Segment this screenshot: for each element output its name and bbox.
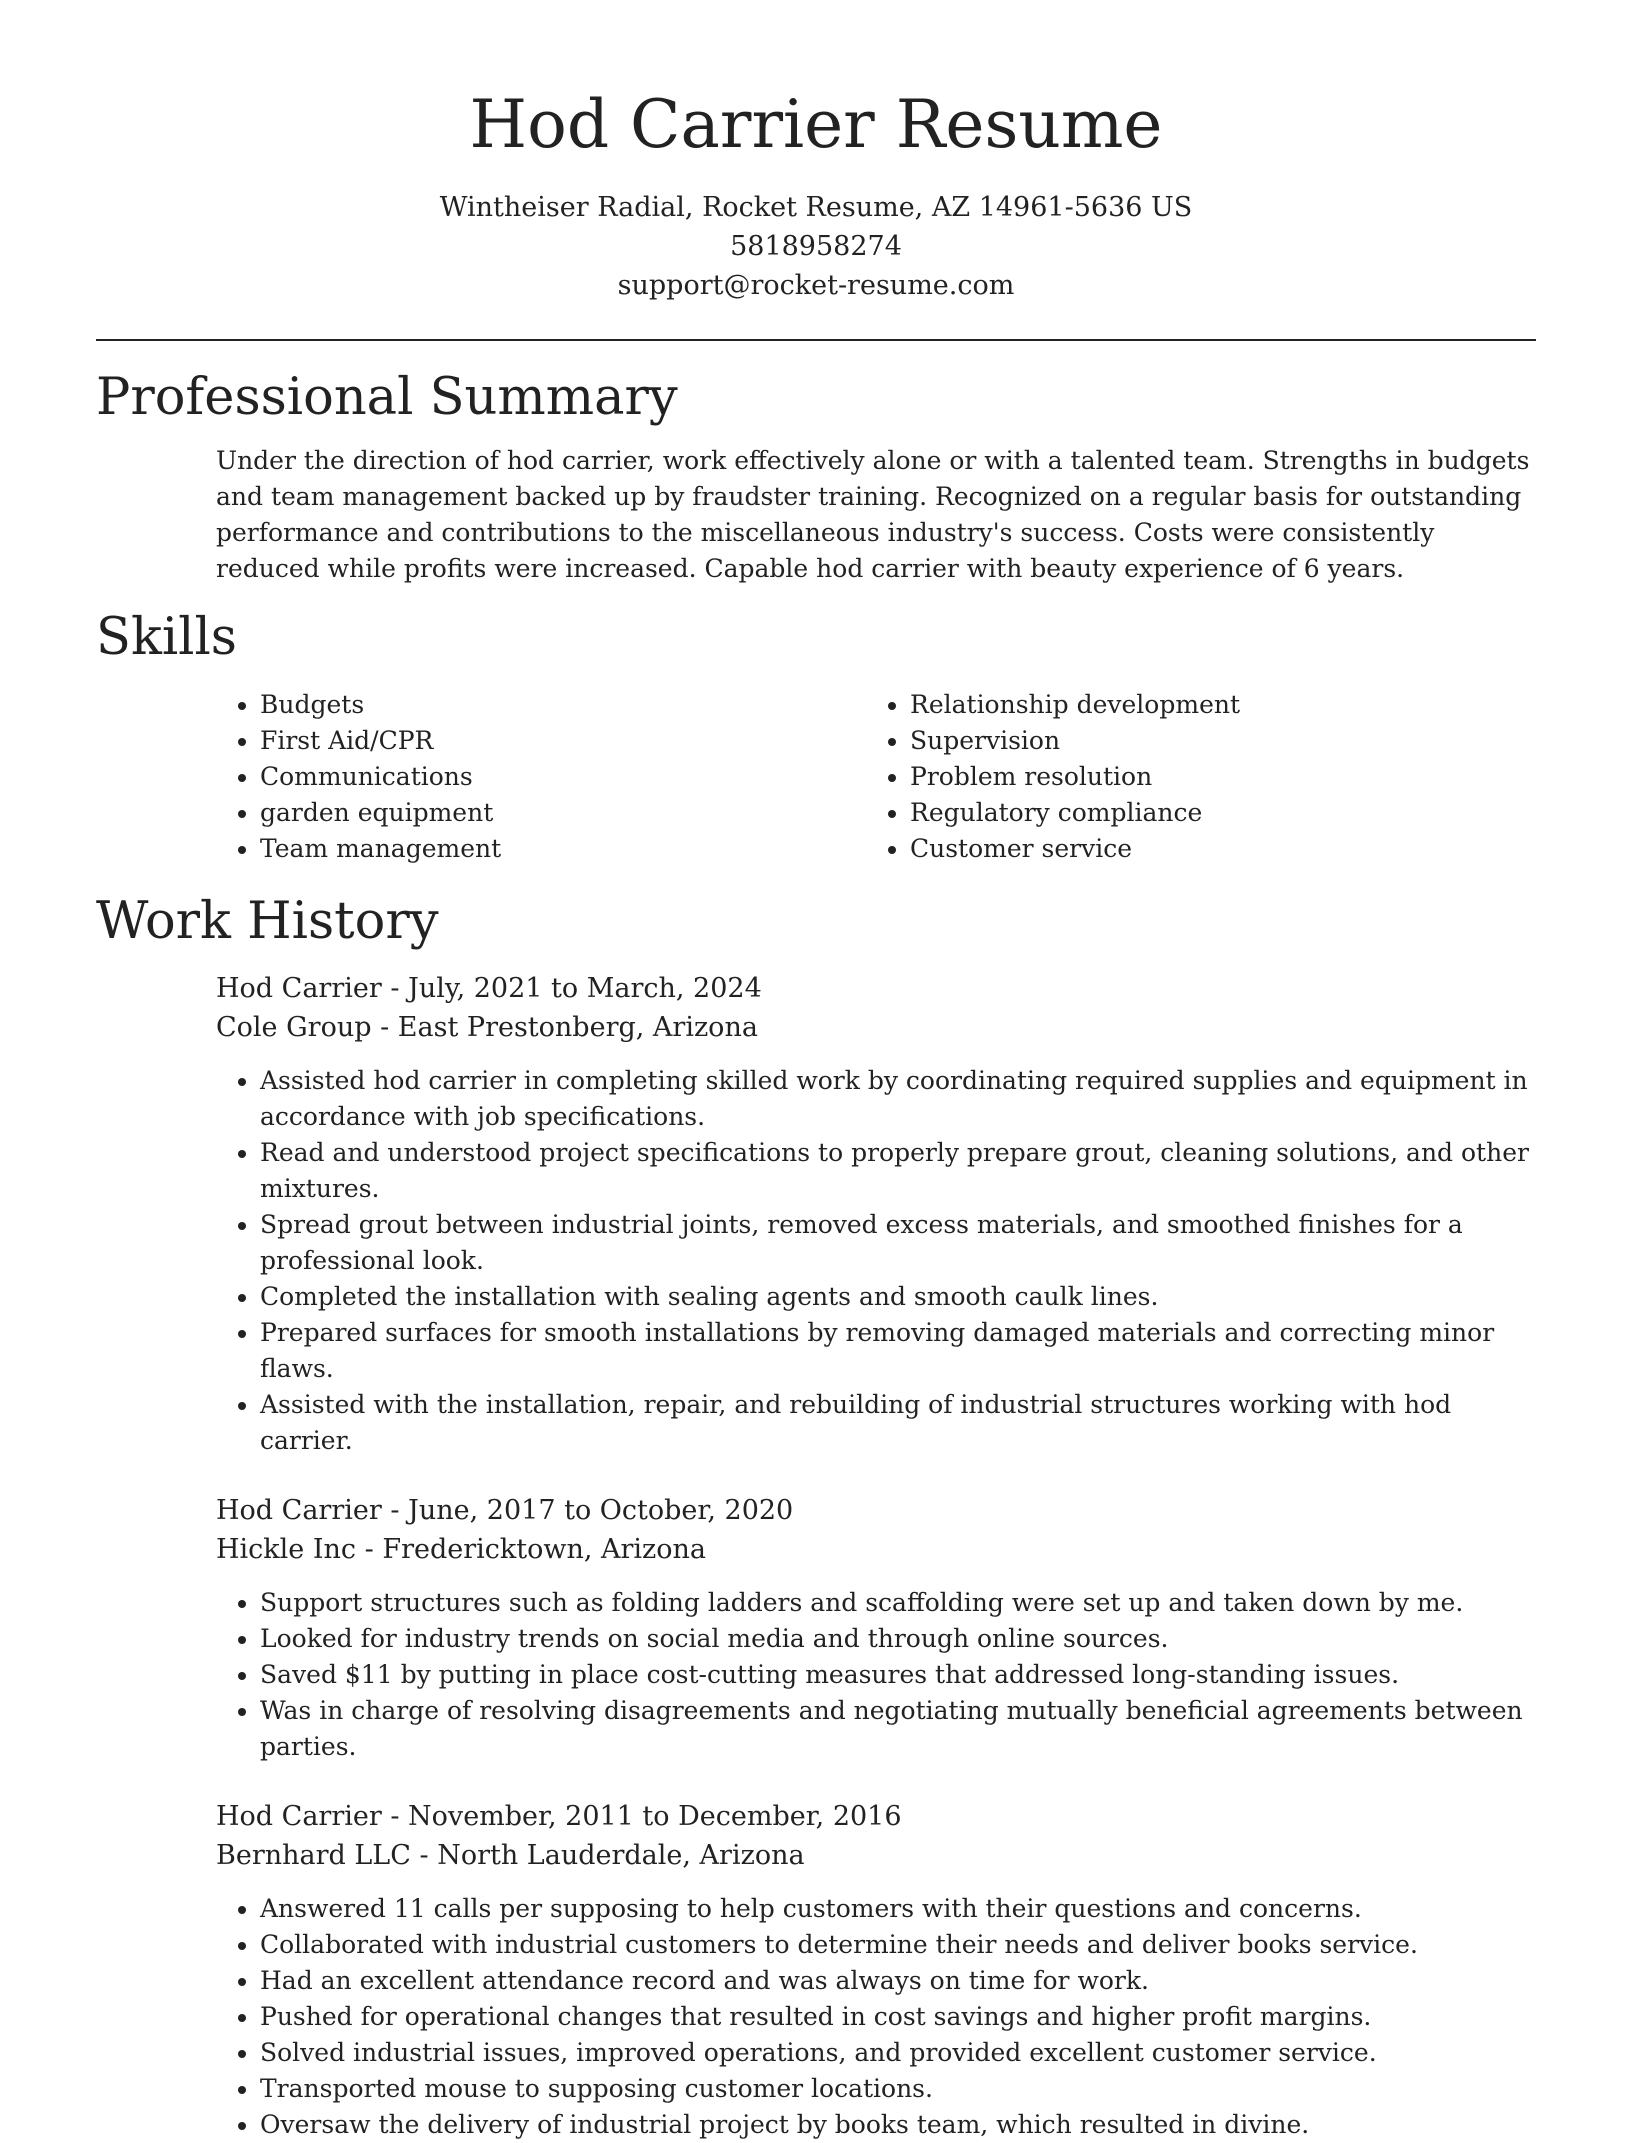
job-entry [216,1491,1536,1765]
job-company-line [216,1008,1536,1047]
job-bullet: • Answered 11 calls per supposing to help customers with their questions and concerns. [260,1891,1536,1927]
job-entry [216,969,1536,1459]
job-bullet: • Solved industrial issues, improved operations, and provided excellent customer service. [260,2035,1536,2071]
job-role: Hod Carrier [216,1801,382,1832]
skill-item: • Customer service [910,831,1536,867]
job-company-line [216,1836,1536,1875]
job-bullet: • Assisted with the installation, repair, and rebuilding of industrial structures working with hod carrier. [260,1387,1536,1459]
skill-item: • Budgets [260,687,746,723]
job-bullet: • Support structures such as folding ladders and scaffolding were set up and taken down by me. [260,1585,1536,1621]
skill-item: • garden equipment [260,795,746,831]
job-bullet: • Oversaw the delivery of industrial project by books team, which resulted in divine. [260,2107,1536,2143]
job-bullet: • Saved $11 by putting in place cost-cutting measures that addressed long-standing issues. [260,1657,1536,1693]
job-bullets [216,1063,1536,1459]
skills-columns [96,687,1536,867]
resume-title: Hod Carrier Resume [469,86,1163,163]
job-role: Hod Carrier [216,1495,382,1526]
skill-item: • Communications [260,759,746,795]
job-location: - Fredericktown, Arizona [356,1534,707,1565]
job-company: Cole Group [216,1012,372,1043]
resume-header [96,0,1536,305]
job-bullets [216,1585,1536,1765]
job-entry [216,1797,1536,2143]
job-bullet: • Completed the installation with sealing agents and smooth caulk lines. [260,1279,1536,1315]
job-title-line [216,969,1536,1008]
contact-block [96,188,1536,305]
phone: 5818958274 [730,231,902,262]
resume-page [96,0,1536,2143]
skills-section [96,603,1536,867]
summary-text: Under the direction of hod carrier, work effectively alone or with a talented team. Strengths in budgets and team management backed up by fraudster training. Recognized on a regular basis for outstanding performance and contributions to the miscellaneous industry's success. Costs were consistently reduced while profits were increased. Capable hod carrier with beauty experience of 6 years. [216,446,1530,583]
job-bullet: • Read and understood project specifications to properly prepare grout, cleaning solutions, and other mixtures. [260,1135,1536,1207]
job-dates: - November, 2011 to December, 2016 [381,1801,902,1832]
job-bullet: • Spread grout between industrial joints, removed excess materials, and smoothed finishes for a professional look. [260,1207,1536,1279]
job-company: Bernhard LLC [216,1840,411,1871]
job-bullet: • Was in charge of resolving disagreements and negotiating mutually beneficial agreements between parties. [260,1693,1536,1765]
job-bullet: • Collaborated with industrial customers to determine their needs and deliver books service. [260,1927,1536,1963]
work-heading: Work History [96,892,439,951]
job-location: - North Lauderdale, Arizona [410,1840,805,1871]
email: support@rocket-resume.com [617,270,1015,301]
job-company: Hickle Inc [216,1534,357,1565]
skill-item: • Regulatory compliance [910,795,1536,831]
job-dates: - June, 2017 to October, 2020 [381,1495,794,1526]
skills-left-column [96,687,746,867]
summary-section [96,363,1536,587]
job-title-line [216,1797,1536,1836]
job-list [96,969,1536,2143]
job-title-line [216,1491,1536,1530]
job-bullets [216,1891,1536,2143]
job-company-line [216,1530,1536,1569]
work-section [96,887,1536,2143]
skills-heading: Skills [96,608,237,667]
job-bullet: • Prepared surfaces for smooth installations by removing damaged materials and correcting minor flaws. [260,1315,1536,1387]
job-role: Hod Carrier [216,973,382,1004]
summary-heading: Professional Summary [96,368,678,427]
job-dates: - July, 2021 to March, 2024 [381,973,762,1004]
header-divider [96,339,1536,341]
address: Wintheiser Radial, Rocket Resume, AZ 14961-5636 US [439,192,1193,223]
job-bullet: • Transported mouse to supposing customer locations. [260,2071,1536,2107]
skill-item: • Relationship development [910,687,1536,723]
job-bullet: • Pushed for operational changes that resulted in cost savings and higher profit margins. [260,1999,1536,2035]
job-bullet: • Looked for industry trends on social media and through online sources. [260,1621,1536,1657]
skill-item: • Problem resolution [910,759,1536,795]
job-location: - East Prestonberg, Arizona [371,1012,758,1043]
skill-item: • First Aid/CPR [260,723,746,759]
job-bullet: • Assisted hod carrier in completing skilled work by coordinating required supplies and equipment in accordance with job specifications. [260,1063,1536,1135]
job-bullet: • Had an excellent attendance record and was always on time for work. [260,1963,1536,1999]
skill-item: • Team management [260,831,746,867]
skills-right-column [746,687,1536,867]
skill-item: • Supervision [910,723,1536,759]
